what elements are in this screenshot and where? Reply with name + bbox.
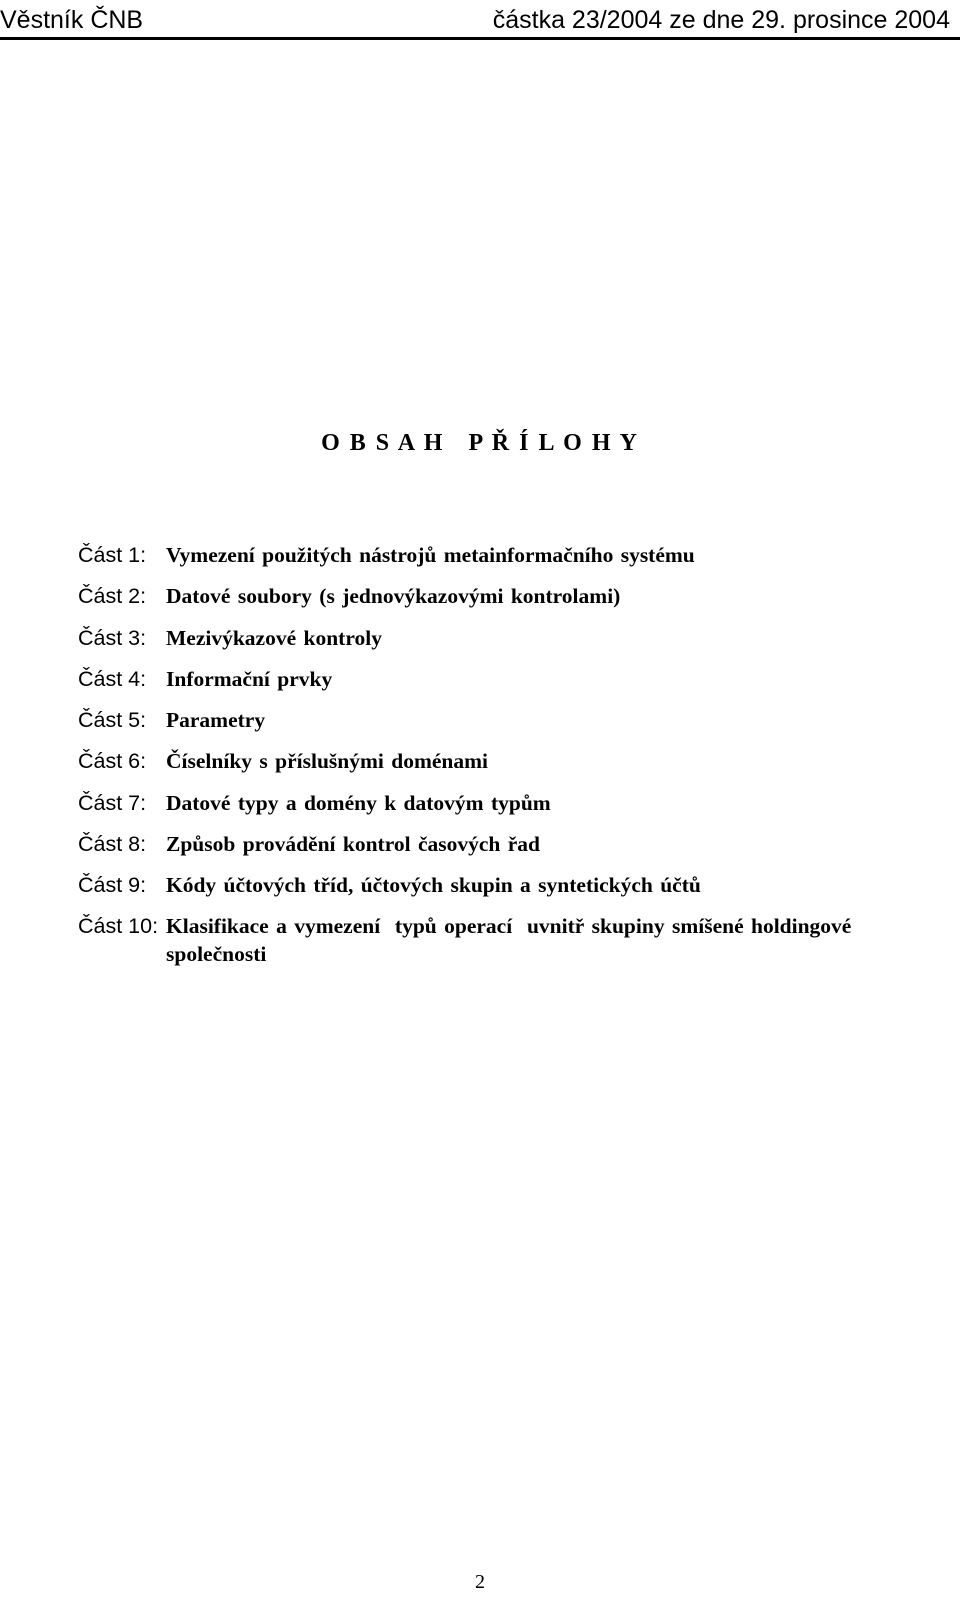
toc-item-text: Způsob provádění kontrol časových řad (166, 832, 540, 857)
toc-item-label: Část 6: (78, 749, 147, 774)
toc-item-text: Vymezení použitých nástrojů metainformačního systému (166, 543, 695, 567)
toc-item (78, 623, 948, 664)
toc-item (78, 788, 948, 829)
issue-info: částka 23/2004 ze dne 29. prosince 2004 (492, 6, 950, 34)
toc-item (78, 870, 948, 911)
toc-item (78, 664, 948, 705)
toc-item-label: Část 2: (78, 584, 147, 609)
toc-item-text: Mezivýkazové kontroly (166, 625, 382, 650)
toc-item-label: Část 4: (78, 666, 147, 691)
toc-item-text: Parametry (166, 708, 266, 733)
toc-item-label: Část 7: (78, 790, 147, 815)
toc-item-label: Část 5: (78, 708, 147, 733)
page-number: 2 (475, 1571, 485, 1593)
page-header (0, 0, 960, 40)
toc-item (78, 581, 948, 622)
toc-item-label: Část 3: (78, 625, 147, 650)
toc-item (78, 912, 948, 968)
toc-item (78, 540, 948, 581)
toc-item-text: Informační prvky (166, 666, 333, 691)
publication-name: Věstník ČNB (0, 6, 144, 34)
toc-item-label: Část 8: (78, 832, 147, 857)
toc-item-label: Část 10: (78, 913, 159, 938)
toc-item-text: Klasifikace a vymezení typů operací uvnitř skupiny smíšené holdingové společnosti (166, 913, 859, 966)
page-title: O B S A H P Ř Í L O H Y (321, 430, 639, 456)
toc-item-label: Část 9: (78, 873, 147, 898)
toc-item (78, 829, 948, 870)
toc-item (78, 746, 948, 787)
toc-item-text: Kódy účtových tříd, účtových skupin a syntetických účtů (166, 873, 701, 898)
toc-item-text: Číselníky s příslušnými doménami (166, 749, 488, 774)
table-of-contents (78, 540, 948, 968)
toc-item-text: Datové soubory (s jednovýkazovými kontrolami) (166, 584, 621, 609)
toc-item-text: Datové typy a domény k datovým typům (166, 790, 551, 815)
toc-item-label: Část 1: (78, 543, 147, 567)
toc-item (78, 705, 948, 746)
